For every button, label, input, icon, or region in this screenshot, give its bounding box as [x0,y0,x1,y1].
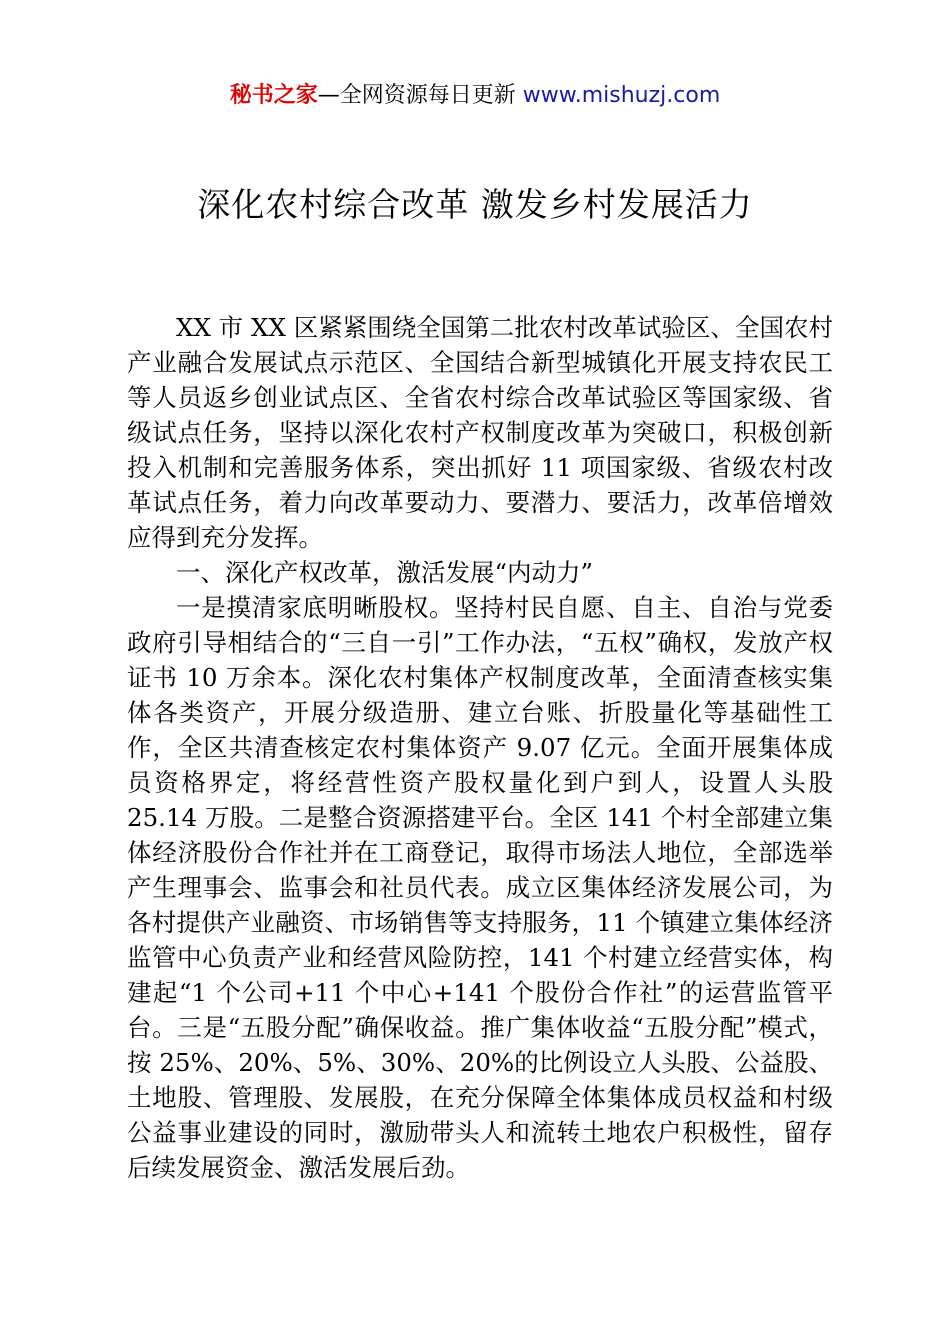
document-body [127,310,833,1185]
site-slogan: —全网资源每日更新 [317,83,516,108]
site-url-link[interactable]: www.mishuzj.com [522,83,721,108]
section-heading: 一、深化产权改革，激活发展“内动力” [176,558,594,587]
site-header [0,80,950,112]
document-title: 深化农村综合改革 激发乡村发展活力 [197,185,753,224]
body-paragraph: 一是摸清家底明晰股权。坚持村民自愿、自主、自治与党委政府引导相结合的“三自一引”工作办法，“五权”确权，发放产权证书 10 万余本。深化农村集体产权制度改革，全面清查核实集体各类资产，开展分级造册、建立台账、折股量化等基础性工作，全区共清查核定农村集体资产 9.07 亿元。全面开展集体成员资格界定，将经营性资产股权量化到户到人，设置人头股 25.14 万股。二是整合资源搭建平台。全区 141 个村全部建立集体经济股份合作社并在工商登记，取得市场法人地位，全部选举产生理事会、监事会和社员代表。成立区集体经济发展公司，为各村提供产业融资、市场销售等支持服务，11 个镇建立集体经济监管中心负责产业和经营风险防控，141 个村建立经营实体，构建起“1 个公司+11 个中心+141 个股份合作社”的运营监管平台。三是“五股分配”确保收益。推广集体收益“五股分配”模式，按 25%、20%、5%、30%、20%的比例设立人头股、公益股、土地股、管理股、发展股，在充分保障全体集体成员权益和村级公益事业建设的同时，激励带头人和流转土地农户积极性，留存后续发展资金、激活发展后劲。 [127,593,833,1182]
intro-paragraph: XX 市 XX 区紧紧围绕全国第二批农村改革试验区、全国农村产业融合发展试点示范区、全国结合新型城镇化开展支持农民工等人员返乡创业试点区、全省农村综合改革试验区等国家级、省级试点任务，坚持以深化农村产权制度改革为突破口，积极创新投入机制和完善服务体系，突出抓好 11 项国家级、省级农村改革试点任务，着力向改革要动力、要潜力、要活力，改革倍增效应得到充分发挥。 [127,313,833,552]
site-brand: 秘书之家 [229,83,318,108]
